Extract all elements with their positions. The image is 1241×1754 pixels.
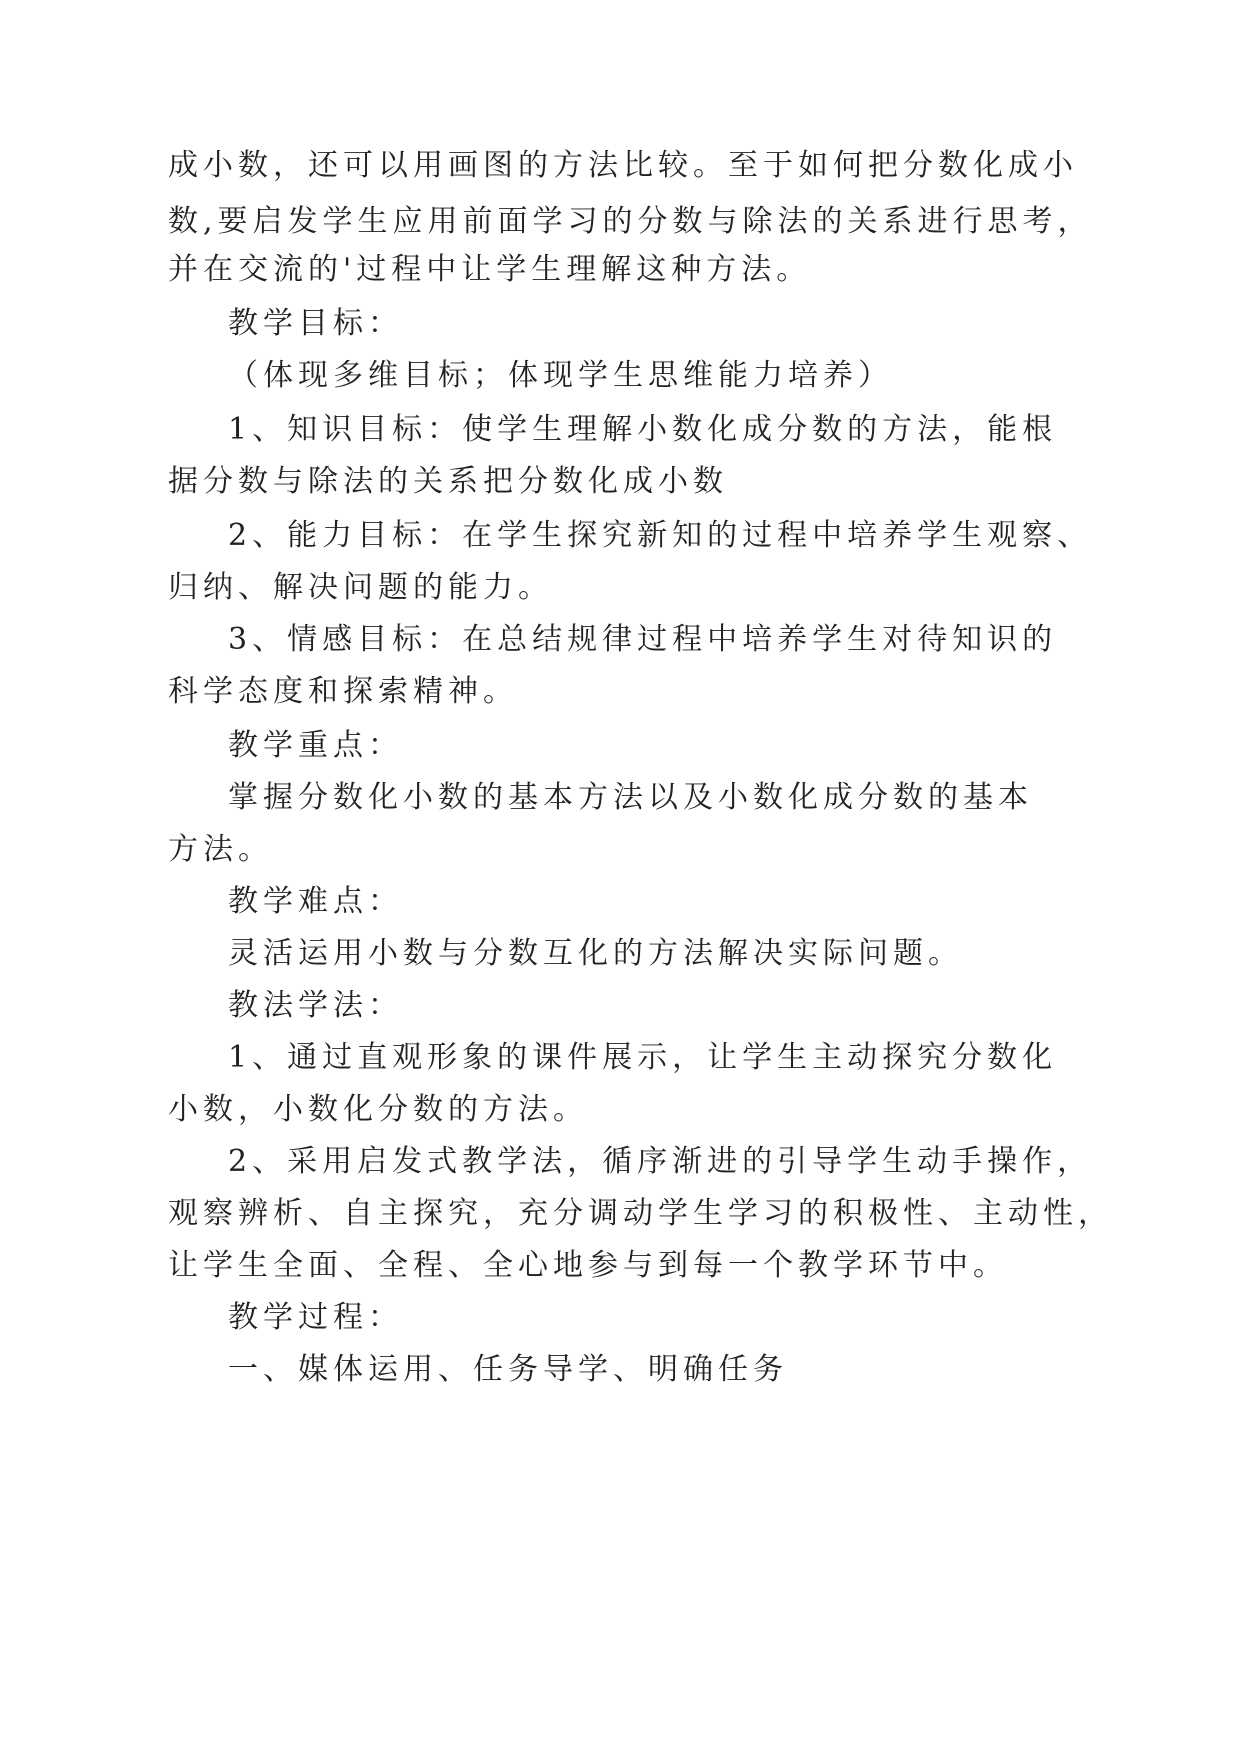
section-heading: 教学重点： xyxy=(228,728,403,763)
text-line: 据分数与除法的关系把分数化成小数 xyxy=(168,464,728,499)
text-line: 小数，小数化分数的方法。 xyxy=(168,1092,588,1127)
text-line: 数,要启发学生应用前面学习的分数与除法的关系进行思考， xyxy=(168,204,1093,239)
text-line: 并在交流的'过程中让学生理解这种方法。 xyxy=(168,252,812,287)
section-heading: 教学过程： xyxy=(228,1300,403,1335)
text-line: （体现多维目标；体现学生思维能力培养） xyxy=(228,358,893,393)
section-heading: 教法学法： xyxy=(228,988,403,1023)
text-line: 1、通过直观形象的课件展示，让学生主动探究分数化 xyxy=(228,1040,1058,1075)
text-line: 掌握分数化小数的基本方法以及小数化成分数的基本 xyxy=(228,780,1033,815)
text-line: 归纳、解决问题的能力。 xyxy=(168,570,553,605)
text-line: 一、媒体运用、任务导学、明确任务 xyxy=(228,1352,788,1387)
section-heading: 教学目标： xyxy=(228,306,403,341)
text-line: 让学生全面、全程、全心地参与到每一个教学环节中。 xyxy=(168,1248,1008,1283)
section-heading: 教学难点： xyxy=(228,884,403,919)
text-line: 方法。 xyxy=(168,832,273,867)
text-line: 2、能力目标：在学生探究新知的过程中培养学生观察、 xyxy=(228,518,1093,553)
text-line: 3、情感目标：在总结规律过程中培养学生对待知识的 xyxy=(228,622,1058,657)
text-line: 2、采用启发式教学法，循序渐进的引导学生动手操作， xyxy=(228,1144,1093,1179)
text-line: 1、知识目标：使学生理解小数化成分数的方法，能根 xyxy=(228,412,1058,447)
text-line: 成小数，还可以用画图的方法比较。至于如何把分数化成小 xyxy=(168,148,1078,183)
text-line: 观察辨析、自主探究，充分调动学生学习的积极性、主动性， xyxy=(168,1196,1113,1231)
text-line: 灵活运用小数与分数互化的方法解决实际问题。 xyxy=(228,936,963,971)
text-line: 科学态度和探索精神。 xyxy=(168,674,518,709)
